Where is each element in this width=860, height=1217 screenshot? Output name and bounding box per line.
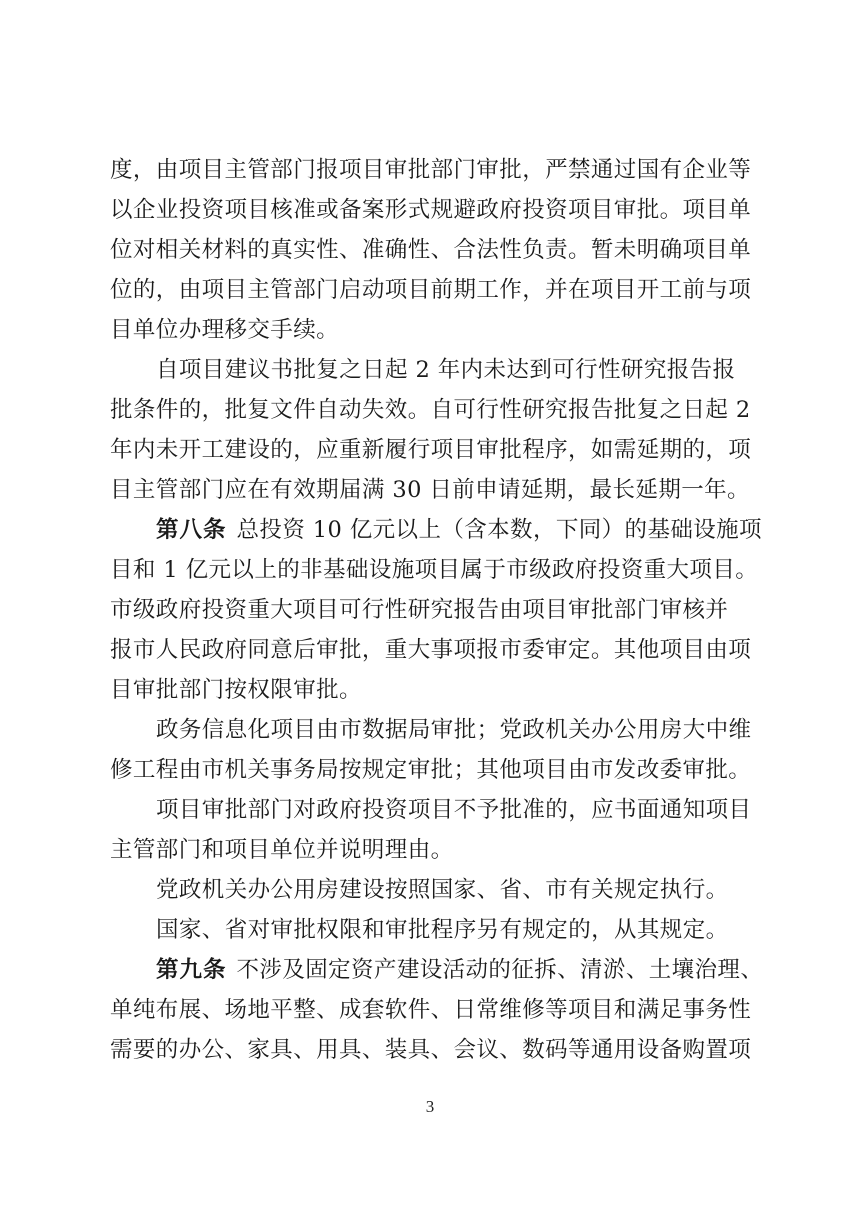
text-line: 目审批部门按权限审批。 — [110, 677, 362, 703]
article-8-heading: 第八条 — [156, 517, 227, 543]
paragraph-first-line: 国家、省对审批权限和审批程序另有规定的，从其规定。 — [156, 917, 729, 943]
article-8-text: 总投资 10 亿元以上（含本数，下同）的基础设施项 — [236, 517, 762, 543]
page-number: 3 — [425, 1097, 435, 1116]
text-line: 批条件的，批复文件自动失效。自可行性研究报告批复之日起 2 — [110, 397, 751, 423]
text-line: 度，由项目主管部门报项目审批部门审批，严禁通过国有企业等 — [110, 157, 752, 183]
paragraph-first-line: 自项目建议书批复之日起 2 年内未达到可行性研究报告报 — [156, 357, 736, 383]
text-line: 目和 1 亿元以上的非基础设施项目属于市级政府投资重大项目。 — [110, 557, 759, 583]
article-9-heading: 第九条 — [156, 957, 227, 983]
article-8-first-line — [110, 510, 760, 550]
text-line: 目单位办理移交手续。 — [110, 317, 340, 343]
text-line: 报市人民政府同意后审批，重大事项报市委审定。其他项目由项 — [110, 637, 752, 663]
document-body — [110, 150, 764, 1070]
paragraph-first-line: 党政机关办公用房建设按照国家、省、市有关规定执行。 — [156, 877, 729, 903]
text-line: 单纯布展、场地平整、成套软件、日常维修等项目和满足事务性 — [110, 997, 752, 1023]
text-line: 位的，由项目主管部门启动项目前期工作，并在项目开工前与项 — [110, 277, 752, 303]
text-line: 以企业投资项目核准或备案形式规避政府投资项目审批。项目单 — [110, 197, 752, 223]
text-line: 市级政府投资重大项目可行性研究报告由项目审批部门审核并 — [110, 597, 729, 623]
text-line: 位对相关材料的真实性、准确性、合法性负责。暂未明确项目单 — [110, 237, 752, 263]
paragraph-first-line: 政务信息化项目由市数据局审批；党政机关办公用房大中维 — [156, 717, 752, 743]
text-line: 目主管部门应在有效期届满 30 日前申请延期，最长延期一年。 — [110, 477, 750, 503]
text-line: 主管部门和项目单位并说明理由。 — [110, 837, 454, 863]
article-9-text: 不涉及固定资产建设活动的征拆、清淤、土壤治理、 — [236, 957, 764, 983]
text-line: 年内未开工建设的，应重新履行项目审批程序，如需延期的，项 — [110, 437, 752, 463]
text-line: 修工程由市机关事务局按规定审批；其他项目由市发改委审批。 — [110, 757, 752, 783]
paragraph-first-line: 项目审批部门对政府投资项目不予批准的，应书面通知项目 — [156, 797, 752, 823]
text-line: 需要的办公、家具、用具、装具、会议、数码等通用设备购置项 — [110, 1037, 752, 1063]
article-9-first-line — [110, 950, 764, 990]
